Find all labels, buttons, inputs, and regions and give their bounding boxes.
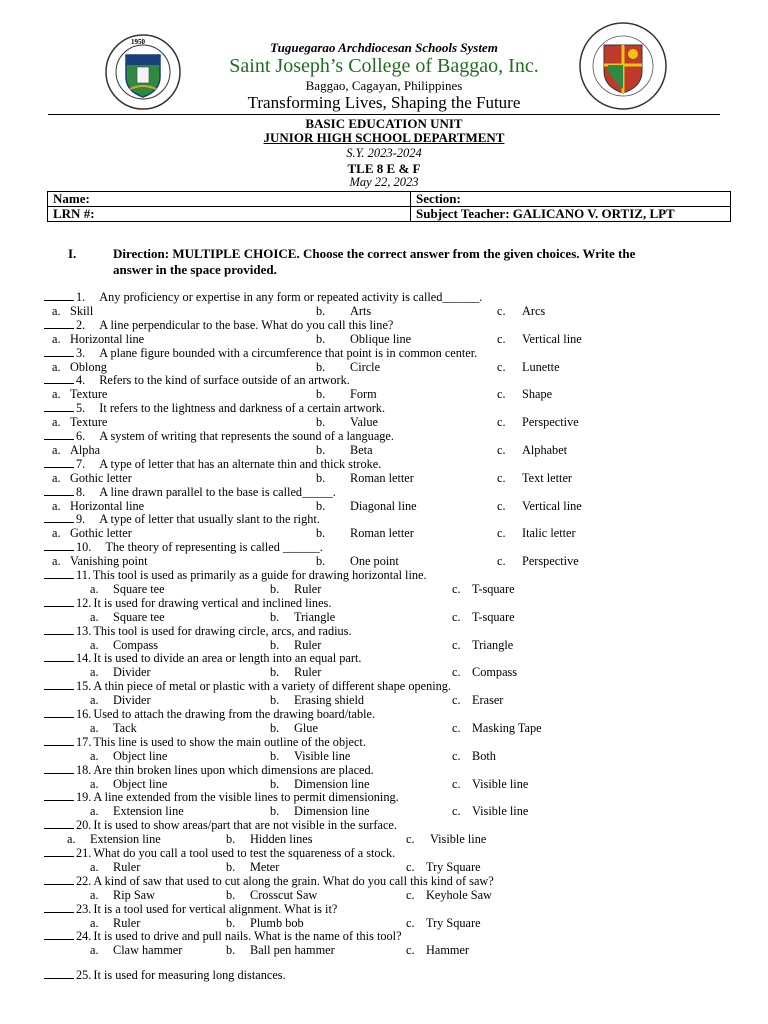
question-24 (44, 929, 402, 943)
option-letter-b: b. (270, 581, 280, 596)
option-letter-a: a. (90, 609, 99, 624)
option-letter-a: a. (90, 915, 99, 930)
question-text: Are thin broken lines upon which dimensions are placed. (93, 762, 374, 777)
option-c: Arcs (522, 303, 546, 318)
question-number: 7. (76, 456, 86, 471)
lrn-label: LRN #: (53, 206, 95, 221)
question-text: Refers to the kind of surface outside of an artwork. (99, 373, 350, 388)
option-a: Square tee (113, 581, 165, 596)
option-letter-b: b. (226, 915, 236, 930)
answer-blank[interactable] (44, 902, 74, 913)
option-b: Roman letter (350, 470, 414, 485)
section-field[interactable] (411, 192, 731, 207)
option-a: Tack (113, 720, 137, 735)
question-text: A thin piece of metal or plastic with a variety of different shape opening. (93, 679, 452, 694)
option-letter-a: a. (90, 637, 99, 652)
option-letter-a: a. (90, 665, 99, 680)
header-divider (48, 114, 720, 115)
question-number: 25. (76, 968, 92, 982)
option-letter-b: b. (316, 498, 326, 513)
teacher-label: Subject Teacher: GALICANO V. ORTIZ, LPT (416, 206, 675, 221)
answer-blank[interactable] (44, 373, 74, 384)
answer-blank[interactable] (44, 624, 74, 635)
question-number: 6. (76, 429, 86, 443)
option-a: Square tee (113, 609, 165, 624)
lrn-field[interactable] (48, 207, 411, 222)
question-text: It is a tool used for vertical alignment. What is it? (93, 901, 338, 916)
option-b: Diagonal line (350, 498, 417, 513)
option-letter-c: c. (497, 498, 506, 513)
answer-blank[interactable] (44, 485, 74, 496)
question-25 (44, 968, 286, 982)
question-number: 12. (76, 595, 92, 610)
option-a: Divider (113, 693, 151, 708)
option-letter-b: b. (316, 415, 326, 430)
question-text: A line extended from the visible lines to permit dimensioning. (93, 790, 399, 805)
option-a: Oblong (70, 359, 107, 374)
option-letter-a: a. (52, 470, 61, 485)
option-a: Horizontal line (70, 498, 145, 513)
answer-blank[interactable] (44, 540, 74, 551)
teacher-cell (411, 207, 731, 222)
name-field[interactable] (48, 192, 411, 207)
option-letter-c: c. (406, 859, 415, 874)
section-label: Section: (416, 191, 461, 206)
exam-date: May 22, 2023 (349, 175, 419, 189)
question-text: A type of letter that has an alternate thin and thick stroke. (99, 456, 382, 471)
option-letter-a: a. (52, 554, 61, 569)
direction-numeral: I. (68, 246, 77, 261)
question-number: 19. (76, 790, 92, 805)
answer-blank[interactable] (44, 596, 74, 607)
question-number: 2. (76, 317, 86, 332)
option-b: Erasing shield (294, 693, 365, 708)
option-a: Texture (70, 387, 108, 402)
question-text: It is used for measuring long distances. (93, 968, 286, 982)
question-6 (44, 429, 394, 443)
question-number: 21. (76, 846, 92, 860)
option-a: Object line (113, 776, 168, 791)
option-letter-c: c. (452, 581, 461, 596)
question-number: 22. (76, 873, 92, 888)
answer-blank[interactable] (44, 290, 74, 301)
question-text: It is used to drive and pull nails. What is the name of this tool? (93, 929, 402, 944)
option-letter-c: c. (452, 776, 461, 791)
option-b: Value (350, 415, 378, 430)
option-c: Visible line (472, 804, 529, 819)
option-a: Skill (70, 303, 94, 318)
option-letter-b: b. (270, 776, 280, 791)
option-letter-c: c. (406, 943, 415, 958)
option-c: Perspective (522, 554, 579, 569)
question-text: A line drawn parallel to the base is called_____. (99, 484, 336, 499)
option-letter-a: a. (90, 748, 99, 763)
option-letter-c: c. (452, 804, 461, 819)
option-b: Beta (350, 442, 373, 457)
option-letter-c: c. (497, 415, 506, 430)
question-text: It is used for drawing vertical and inclined lines. (93, 595, 332, 610)
question-21 (44, 846, 395, 860)
question-number: 20. (76, 818, 92, 833)
answer-blank[interactable] (44, 874, 74, 885)
option-letter-b: b. (316, 331, 326, 346)
option-letter-b: b. (316, 359, 326, 374)
option-letter-a: a. (52, 526, 61, 541)
option-c: T-square (472, 581, 515, 596)
option-letter-a: a. (90, 776, 99, 791)
question-number: 23. (76, 901, 92, 916)
option-c: Masking Tape (472, 720, 542, 735)
option-letter-b: b. (316, 554, 326, 569)
answer-blank[interactable] (44, 968, 74, 979)
school-name: Saint Joseph’s College of Baggao, Inc. (229, 55, 539, 77)
answer-blank[interactable] (44, 818, 74, 829)
option-c: Try Square (426, 859, 481, 874)
student-info-table (47, 191, 731, 222)
option-letter-b: b. (270, 748, 280, 763)
option-letter-a: a. (90, 804, 99, 819)
option-letter-a: a. (52, 498, 61, 513)
school-address: Baggao, Cagayan, Philippines (305, 78, 463, 93)
question-5 (44, 401, 385, 415)
option-letter-a: a. (90, 887, 99, 902)
question-number: 10. (76, 540, 92, 555)
option-letter-a: a. (52, 387, 61, 402)
option-b: Dimension line (294, 776, 370, 791)
option-letter-a: a. (52, 415, 61, 430)
option-b: Oblique line (350, 331, 412, 346)
option-c: Hammer (426, 943, 470, 958)
question-number: 1. (76, 290, 86, 304)
question-number: 3. (76, 345, 86, 360)
option-a: Rip Saw (113, 887, 156, 902)
answer-blank[interactable] (44, 346, 74, 357)
answer-blank[interactable] (44, 846, 74, 857)
option-letter-c: c. (406, 887, 415, 902)
option-letter-a: a. (90, 720, 99, 735)
question-19 (44, 790, 399, 804)
question-text: It is used to divide an area or length into an equal part. (93, 651, 362, 666)
option-letter-c: c. (452, 720, 461, 735)
question-text: A system of writing that represents the sound of a language. (99, 429, 394, 443)
department-name: JUNIOR HIGH SCHOOL DEPARTMENT (263, 130, 505, 145)
question-number: 4. (76, 373, 86, 388)
option-letter-c: c. (406, 832, 415, 847)
answer-blank[interactable] (44, 457, 74, 468)
question-4 (44, 373, 350, 387)
question-7 (44, 457, 381, 471)
option-letter-a: a. (90, 859, 99, 874)
option-letter-c: c. (497, 442, 506, 457)
option-letter-b: b. (316, 303, 326, 318)
answer-blank[interactable] (44, 568, 74, 579)
answer-blank[interactable] (44, 707, 74, 718)
option-a: Vanishing point (70, 554, 148, 569)
answer-blank[interactable] (44, 679, 74, 690)
option-letter-b: b. (270, 665, 280, 680)
option-letter-c: c. (497, 387, 506, 402)
question-13 (44, 624, 352, 638)
question-14 (44, 651, 361, 665)
option-c: Keyhole Saw (426, 887, 492, 902)
answer-blank[interactable] (44, 512, 74, 523)
answer-blank[interactable] (44, 790, 74, 801)
option-c: Both (472, 748, 496, 763)
option-letter-a: a. (90, 943, 99, 958)
option-letter-b: b. (316, 526, 326, 541)
option-b: Crosscut Saw (250, 887, 318, 902)
option-letter-b: b. (226, 859, 236, 874)
question-20 (44, 818, 397, 832)
option-letter-b: b. (226, 887, 236, 902)
option-c: Vertical line (522, 331, 582, 346)
option-letter-c: c. (497, 359, 506, 374)
option-letter-b: b. (270, 693, 280, 708)
option-c: Visible line (430, 832, 487, 847)
answer-blank[interactable] (44, 735, 74, 746)
option-a: Horizontal line (70, 331, 145, 346)
option-letter-a: a. (52, 303, 61, 318)
option-letter-b: b. (270, 637, 280, 652)
option-c: Alphabet (522, 442, 568, 457)
question-number: 5. (76, 401, 86, 416)
question-15 (44, 679, 451, 693)
answer-blank[interactable] (44, 651, 74, 662)
answer-blank[interactable] (44, 429, 74, 440)
question-11 (44, 568, 427, 582)
option-letter-a: a. (52, 331, 61, 346)
option-c: Lunette (522, 359, 560, 374)
option-c: Visible line (472, 776, 529, 791)
direction-text-line2: answer in the space provided. (113, 262, 277, 277)
question-text: Used to attach the drawing from the drawing board/table. (93, 707, 376, 721)
answer-blank[interactable] (44, 318, 74, 329)
option-c: Eraser (472, 693, 504, 708)
option-c: Try Square (426, 915, 481, 930)
education-unit: BASIC EDUCATION UNIT (305, 116, 463, 131)
option-c: Shape (522, 387, 553, 402)
question-23 (44, 902, 337, 916)
question-text: Any proficiency or expertise in any form or repeated activity is called______. (99, 290, 483, 304)
question-2 (44, 318, 393, 332)
question-text: A type of letter that usually slant to the right. (99, 512, 320, 527)
option-b: Ruler (294, 581, 322, 596)
option-b: Glue (294, 720, 318, 735)
question-text: What do you call a tool used to test the squareness of a stock. (93, 846, 396, 860)
option-b: Dimension line (294, 804, 370, 819)
option-c: T-square (472, 609, 515, 624)
question-text: A kind of saw that used to cut along the grain. What do you call this kind of saw? (93, 873, 494, 888)
question-9 (44, 512, 320, 526)
logo-year: 1950 (131, 38, 145, 46)
option-letter-c: c. (497, 470, 506, 485)
question-text: It is used to show areas/part that are not visible in the surface. (93, 818, 397, 833)
option-letter-a: a. (90, 693, 99, 708)
option-b: Ball pen hammer (250, 943, 335, 958)
option-letter-b: b. (316, 387, 326, 402)
option-b: Visible line (294, 748, 351, 763)
option-a: Claw hammer (113, 943, 183, 958)
question-text: This tool is used for drawing circle, arcs, and radius. (93, 623, 352, 638)
question-8 (44, 485, 336, 499)
question-text: A plane figure bounded with a circumference that point is in common center. (99, 345, 478, 360)
question-number: 18. (76, 762, 92, 777)
question-16 (44, 707, 375, 721)
name-label: Name: (53, 191, 90, 206)
option-letter-a: a. (52, 442, 61, 457)
option-b: One point (350, 554, 399, 569)
option-letter-c: c. (497, 303, 506, 318)
option-a: Compass (113, 637, 159, 652)
option-letter-b: b. (270, 804, 280, 819)
option-b: Arts (350, 303, 372, 318)
question-12 (44, 596, 331, 610)
option-b: Circle (350, 359, 381, 374)
question-number: 14. (76, 651, 92, 666)
option-a: Extension line (113, 804, 184, 819)
direction-text-line1: Direction: MULTIPLE CHOICE. Choose the correct answer from the given choices. Write the (113, 246, 636, 261)
option-c: Text letter (522, 470, 573, 485)
option-c: Triangle (472, 637, 514, 652)
question-text: A line perpendicular to the base. What do you call this line? (99, 317, 394, 332)
question-18 (44, 763, 374, 777)
question-10 (44, 540, 323, 554)
option-a: Texture (70, 415, 108, 430)
option-letter-c: c. (452, 748, 461, 763)
option-letter-c: c. (452, 693, 461, 708)
question-22 (44, 874, 494, 888)
option-letter-b: b. (316, 470, 326, 485)
option-a: Object line (113, 748, 168, 763)
option-b: Form (350, 387, 377, 402)
option-b: Plumb bob (250, 915, 304, 930)
option-letter-b: b. (226, 832, 236, 847)
option-letter-c: c. (497, 526, 506, 541)
option-c: Vertical line (522, 498, 582, 513)
option-letter-a: a. (52, 359, 61, 374)
option-letter-b: b. (316, 442, 326, 457)
option-a: Gothic letter (70, 526, 132, 541)
question-number: 17. (76, 734, 92, 749)
answer-blank[interactable] (44, 929, 74, 940)
option-b: Triangle (294, 609, 336, 624)
option-letter-c: c. (452, 609, 461, 624)
question-number: 15. (76, 679, 92, 694)
option-a: Alpha (70, 442, 101, 457)
option-letter-b: b. (226, 943, 236, 958)
question-text: It refers to the lightness and darkness of a certain artwork. (99, 401, 386, 416)
option-a: Ruler (113, 915, 141, 930)
question-3 (44, 346, 477, 360)
school-motto: Transforming Lives, Shaping the Future (247, 93, 521, 112)
question-number: 11. (76, 568, 91, 582)
question-number: 13. (76, 623, 92, 638)
option-b: Hidden lines (250, 832, 313, 847)
option-a: Divider (113, 665, 151, 680)
option-letter-a: a. (67, 832, 76, 847)
question-1 (44, 290, 482, 304)
answer-blank[interactable] (44, 763, 74, 774)
question-number: 16. (76, 707, 92, 721)
school-system-name: Tuguegarao Archdiocesan Schools System (270, 40, 498, 55)
option-c: Perspective (522, 415, 579, 430)
option-c: Italic letter (522, 526, 576, 541)
question-number: 9. (76, 512, 86, 527)
option-letter-a: a. (90, 581, 99, 596)
option-letter-b: b. (270, 609, 280, 624)
option-letter-c: c. (452, 665, 461, 680)
option-b: Roman letter (350, 526, 414, 541)
question-number: 24. (76, 929, 92, 944)
answer-blank[interactable] (44, 401, 74, 412)
option-letter-b: b. (270, 720, 280, 735)
question-number: 8. (76, 484, 86, 499)
option-b: Ruler (294, 665, 322, 680)
option-b: Ruler (294, 637, 322, 652)
option-letter-c: c. (497, 331, 506, 346)
question-17 (44, 735, 366, 749)
question-text: The theory of representing is called ______. (105, 540, 323, 555)
option-a: Extension line (90, 832, 161, 847)
subject-title: TLE 8 E & F (347, 161, 421, 176)
option-a: Ruler (113, 859, 141, 874)
option-letter-c: c. (497, 554, 506, 569)
option-letter-c: c. (452, 637, 461, 652)
school-year: S.Y. 2023-2024 (346, 146, 422, 160)
option-b: Meter (250, 859, 280, 874)
question-text: This line is used to show the main outline of the object. (93, 734, 366, 749)
option-letter-c: c. (406, 915, 415, 930)
option-c: Compass (472, 665, 518, 680)
option-a: Gothic letter (70, 470, 132, 485)
question-text: This tool is used as primarily as a guide for drawing horizontal line. (92, 568, 427, 582)
